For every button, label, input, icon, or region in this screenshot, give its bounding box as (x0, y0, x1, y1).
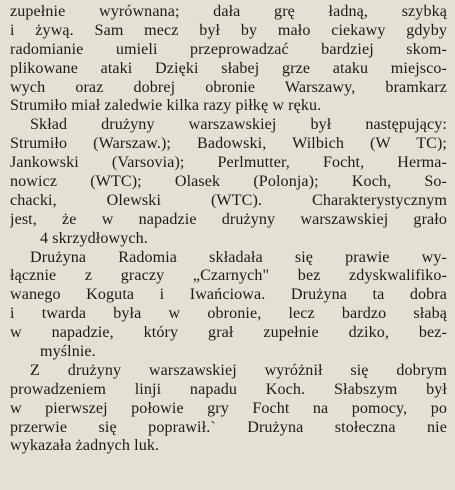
text-line: plikowane ataki Dzięki słabej grze ataku miejsco- (10, 59, 447, 77)
text-line: i twarda była w obronie, lecz bardzo słabą (10, 305, 447, 323)
text-line: 4 skrzydłowych. (40, 229, 148, 247)
text-line: Jankowski (Varsovia); Perlmutter, Focht, Herma- (10, 154, 447, 172)
text-line: w pierwszej połowie gry Focht na pomocy, po (10, 399, 447, 417)
text-line: i żywą. Sam mecz był by mało ciekawy gdyby (10, 21, 447, 39)
text-line: prowadzeniem linji napadu Koch. Słabszym był (10, 380, 447, 398)
text-line: łącznie z graczy „Czarnych" bez zdyskwalifiko- (10, 267, 447, 285)
text-line: zupełnie wyrównana; dała grę ładną, szybką (10, 3, 447, 20)
text-line: Skład drużyny warszawskiej był następujący: (30, 116, 447, 134)
text-line: nowicz (WTC); Olasek (Polonja); Koch, So- (10, 173, 447, 191)
article-paragraph (10, 249, 447, 362)
text-line: Strumiło miał zaledwie kilka razy piłkę w ręku. (10, 97, 322, 115)
text-line: w napadzie, który grał zupełnie dziko, bez- (10, 324, 447, 342)
text-line: przerwie się poprawił.` Drużyna stołeczna nie (10, 418, 447, 436)
text-line: Drużyna Radomia składała się prawie wy- (30, 248, 447, 266)
text-line: chacki, Olewski (WTC). Charakterystycznym (10, 191, 447, 209)
article-paragraph (10, 3, 447, 116)
text-line: wych oraz dobrej obronie Warszawy, bramkarz (10, 78, 447, 96)
text-line: wykazała żadnych luk. (10, 437, 160, 455)
text-line: myślnie. (40, 343, 96, 361)
text-line: jest, że w napadzie drużyny warszawskiej grało (10, 210, 447, 228)
article-paragraph (10, 116, 447, 248)
text-line: wanego Koguta i Iwańciowa. Drużyna ta dobra (10, 286, 447, 304)
text-line: Strumiło (Warszaw.); Badowski, Wilbich (W TC); (10, 135, 447, 153)
text-line: Z drużyny warszawskiej wyróżnił się dobrym (30, 361, 447, 379)
text-line: radomianie umieli przeprowadzać bardziej skom- (10, 40, 447, 58)
article-paragraph (10, 362, 447, 456)
